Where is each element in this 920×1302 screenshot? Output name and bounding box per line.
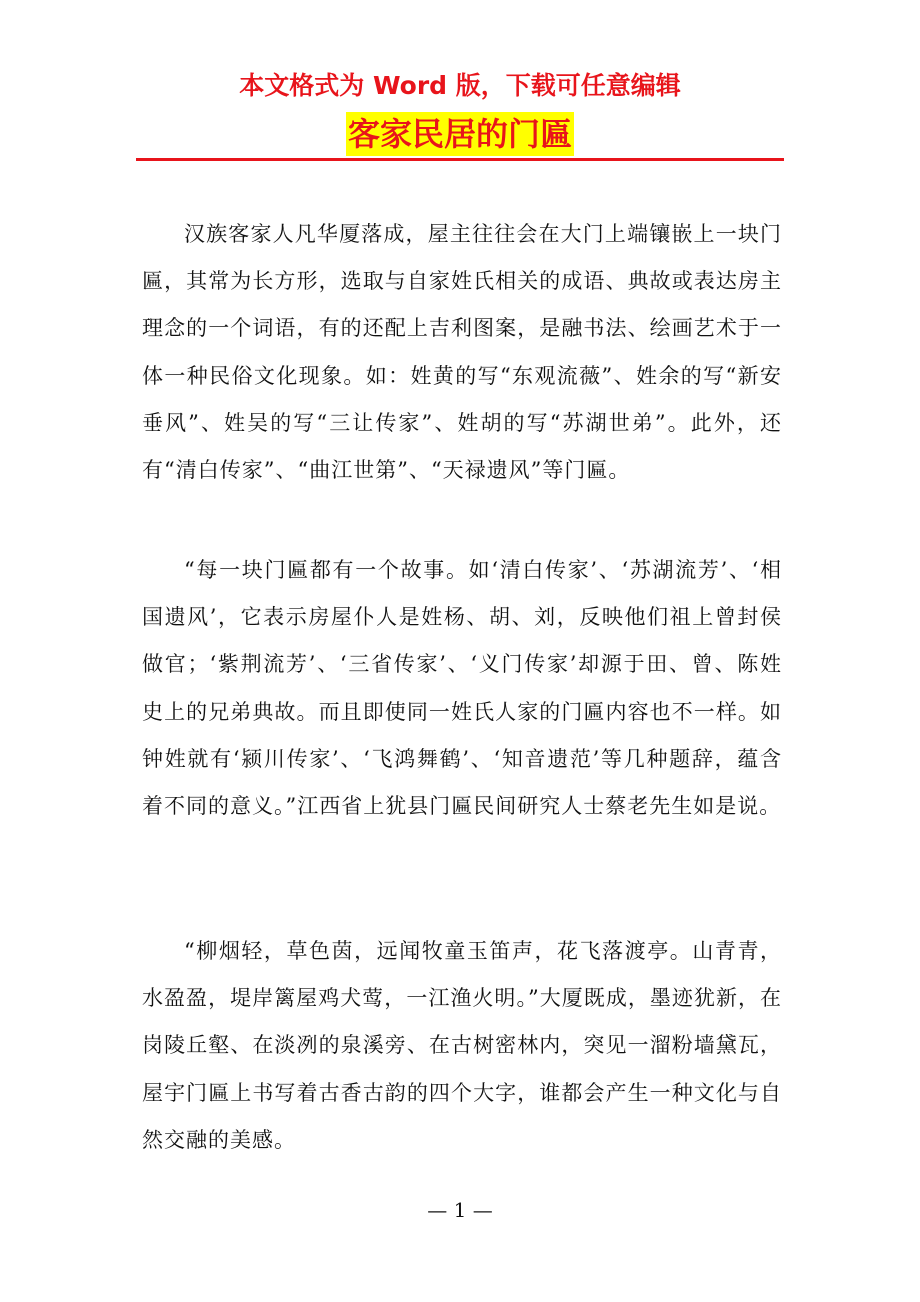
title-divider xyxy=(136,158,784,161)
paragraph: 汉族客家人凡华厦落成，屋主往往会在大门上端镶嵌上一块门匾，其常为长方形，选取与自家姓氏相关的成语、典故或表达房主理念的一个词语，有的还配上吉利图案，是融书法、绘画艺术于一体一种民俗文化现象。如：姓黄的写“东观流薇”、姓余的写“新安垂风”、姓吴的写“三让传家”、姓胡的写“苏湖世弟”。此外，还有“清白传家”、“曲江世第”、“天禄遗风”等门匾。 xyxy=(142,222,782,483)
page-number: — 1 — xyxy=(427,1198,493,1222)
title-container xyxy=(0,112,920,156)
download-banner: 本文格式为 Word 版，下载可任意编辑 xyxy=(239,71,681,100)
paragraph: “每一块门匾都有一个故事。如‘清白传家’、‘苏湖流芳’、‘相国遗风’，它表示房屋仆人是姓杨、胡、刘，反映他们祖上曾封侯做官；‘紫荆流芳’、‘三省传家’、‘义门传家’却源于田、曾、陈姓史上的兄弟典故。而且即使同一姓氏人家的门匾内容也不一样。如钟姓就有‘颍川传家’、‘飞鸿舞鹤’、‘知音遗范’等几种题辞，蕴含着不同的意义。”江西省上犹县门匾民间研究人士蔡老先生如是说。 xyxy=(142,558,782,819)
paragraph: “柳烟轻，草色茵，远闻牧童玉笛声，花飞落渡亭。山青青，水盈盈，堤岸篱屋鸡犬莺，一江渔火明。”大厦既成，墨迹犹新，在岗陵丘壑、在淡冽的泉溪旁、在古树密林内，突见一溜粉墙黛瓦，屋宇门匾上书写着古香古韵的四个大字，谁都会产生一种文化与自然交融的美感。 xyxy=(142,939,782,1152)
document-title: 客家民居的门匾 xyxy=(346,112,574,156)
